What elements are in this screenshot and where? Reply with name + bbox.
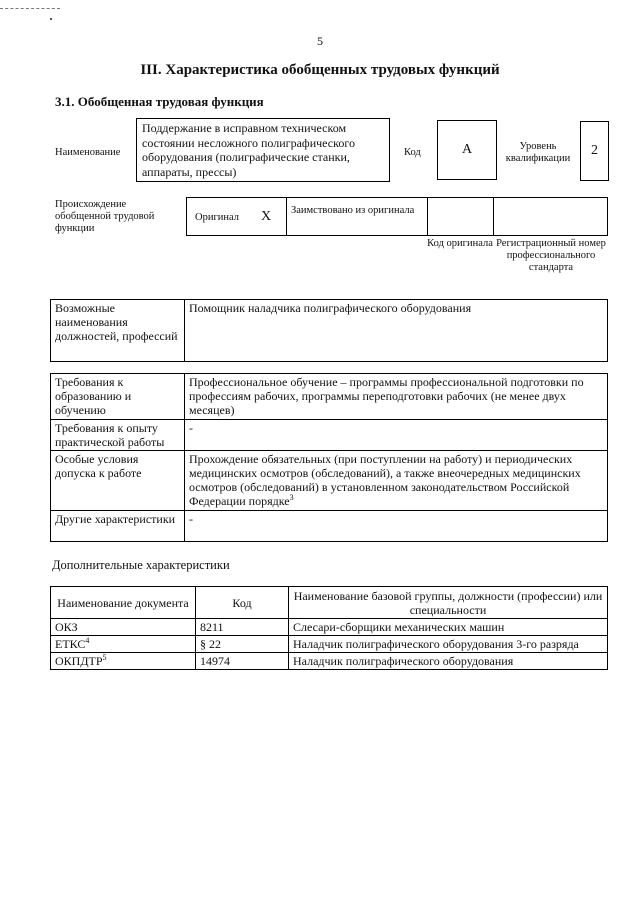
requirements-row <box>51 511 608 542</box>
name-value: Поддержание в исправном техническом состоянии несложного полиграфического оборудования (полиграфические станки, аппараты, прессы) <box>142 121 355 179</box>
section-title: III. Характеристика обобщенных трудовых функций <box>140 62 500 78</box>
header-code: Код <box>196 587 289 619</box>
subsection-title: 3.1. Обобщенная трудовая функция <box>55 94 264 109</box>
name-value-box <box>136 118 390 182</box>
doc-name: ОКЗ <box>55 620 78 634</box>
footnote-ref: 5 <box>102 653 107 662</box>
reg-number-caption: Регистрационный номер профессионального стандарта <box>496 238 606 273</box>
requirement-label: Требования к образованию и обучению <box>51 374 185 420</box>
code-label: Код <box>404 147 421 158</box>
code-cell: 14974 <box>196 653 289 670</box>
requirement-value: Профессиональное обучение – программы профессиональной подготовки по профессиям рабочих, программы переподготовки рабочих (не менее двух месяцев) <box>185 374 608 420</box>
requirement-label: Требования к опыту практической работы <box>51 420 185 451</box>
doc-name: ОКПДТР <box>55 654 103 668</box>
requirements-row <box>51 420 608 451</box>
requirement-label: Особые условия допуска к работе <box>51 451 185 511</box>
borrowed-label: Заимствовано из оригинала <box>291 205 415 216</box>
table-row <box>51 636 608 653</box>
requirements-row <box>51 451 608 511</box>
level-value: 2 <box>580 121 609 181</box>
table-row <box>51 653 608 670</box>
requirement-value: Прохождение обязательных (при поступлении на работу) и периодических медицинских осмотров (обследований), а также внеочередных медицинских осмотров (обследований) в установленном законодательством Российской Федерации порядке <box>189 452 581 508</box>
doc-cell <box>51 619 196 636</box>
doc-cell <box>51 653 196 670</box>
additional-title: Дополнительные характеристики <box>52 558 230 572</box>
code-cell: 8211 <box>196 619 289 636</box>
requirement-value: - <box>185 420 608 451</box>
positions-label: Возможные наименования должностей, профессий <box>51 300 185 362</box>
origin-table <box>186 197 608 236</box>
doc-name: ЕТКС <box>55 637 86 651</box>
positions-value: Помощник наладчика полиграфического оборудования <box>185 300 608 362</box>
positions-table <box>50 299 608 362</box>
additional-table <box>50 586 608 670</box>
level-label: Уровень квалификации <box>505 141 571 164</box>
original-code-caption: Код оригинала <box>427 238 493 249</box>
positions-row <box>51 300 608 362</box>
original-label: Оригинал <box>195 212 239 223</box>
code-value: А <box>437 120 497 180</box>
requirements-table <box>50 373 608 542</box>
table-row <box>51 619 608 636</box>
additional-header-row <box>51 587 608 619</box>
requirements-row <box>51 374 608 420</box>
origin-divider-1 <box>286 198 287 235</box>
name-cell: Наладчик полиграфического оборудования <box>289 653 608 670</box>
requirement-value-cell <box>185 451 608 511</box>
header-name: Наименование базовой группы, должности (профессии) или специальности <box>289 587 608 619</box>
doc-cell <box>51 636 196 653</box>
scan-dot <box>50 18 52 20</box>
page-number: 5 <box>317 34 323 48</box>
top-scan-line <box>0 8 60 9</box>
name-cell: Слесари-сборщики механических машин <box>289 619 608 636</box>
code-cell: § 22 <box>196 636 289 653</box>
origin-divider-2 <box>427 198 428 235</box>
name-cell: Наладчик полиграфического оборудования 3-го разряда <box>289 636 608 653</box>
footnote-ref: 3 <box>289 493 294 502</box>
origin-divider-3 <box>493 198 494 235</box>
requirement-label: Другие характеристики <box>51 511 185 542</box>
footnote-ref: 4 <box>85 636 90 645</box>
origin-label: Происхождение обобщенной трудовой функции <box>55 199 155 234</box>
header-doc: Наименование документа <box>51 587 196 619</box>
requirement-value: - <box>185 511 608 542</box>
original-mark: X <box>261 209 272 224</box>
name-label: Наименование <box>55 147 121 158</box>
